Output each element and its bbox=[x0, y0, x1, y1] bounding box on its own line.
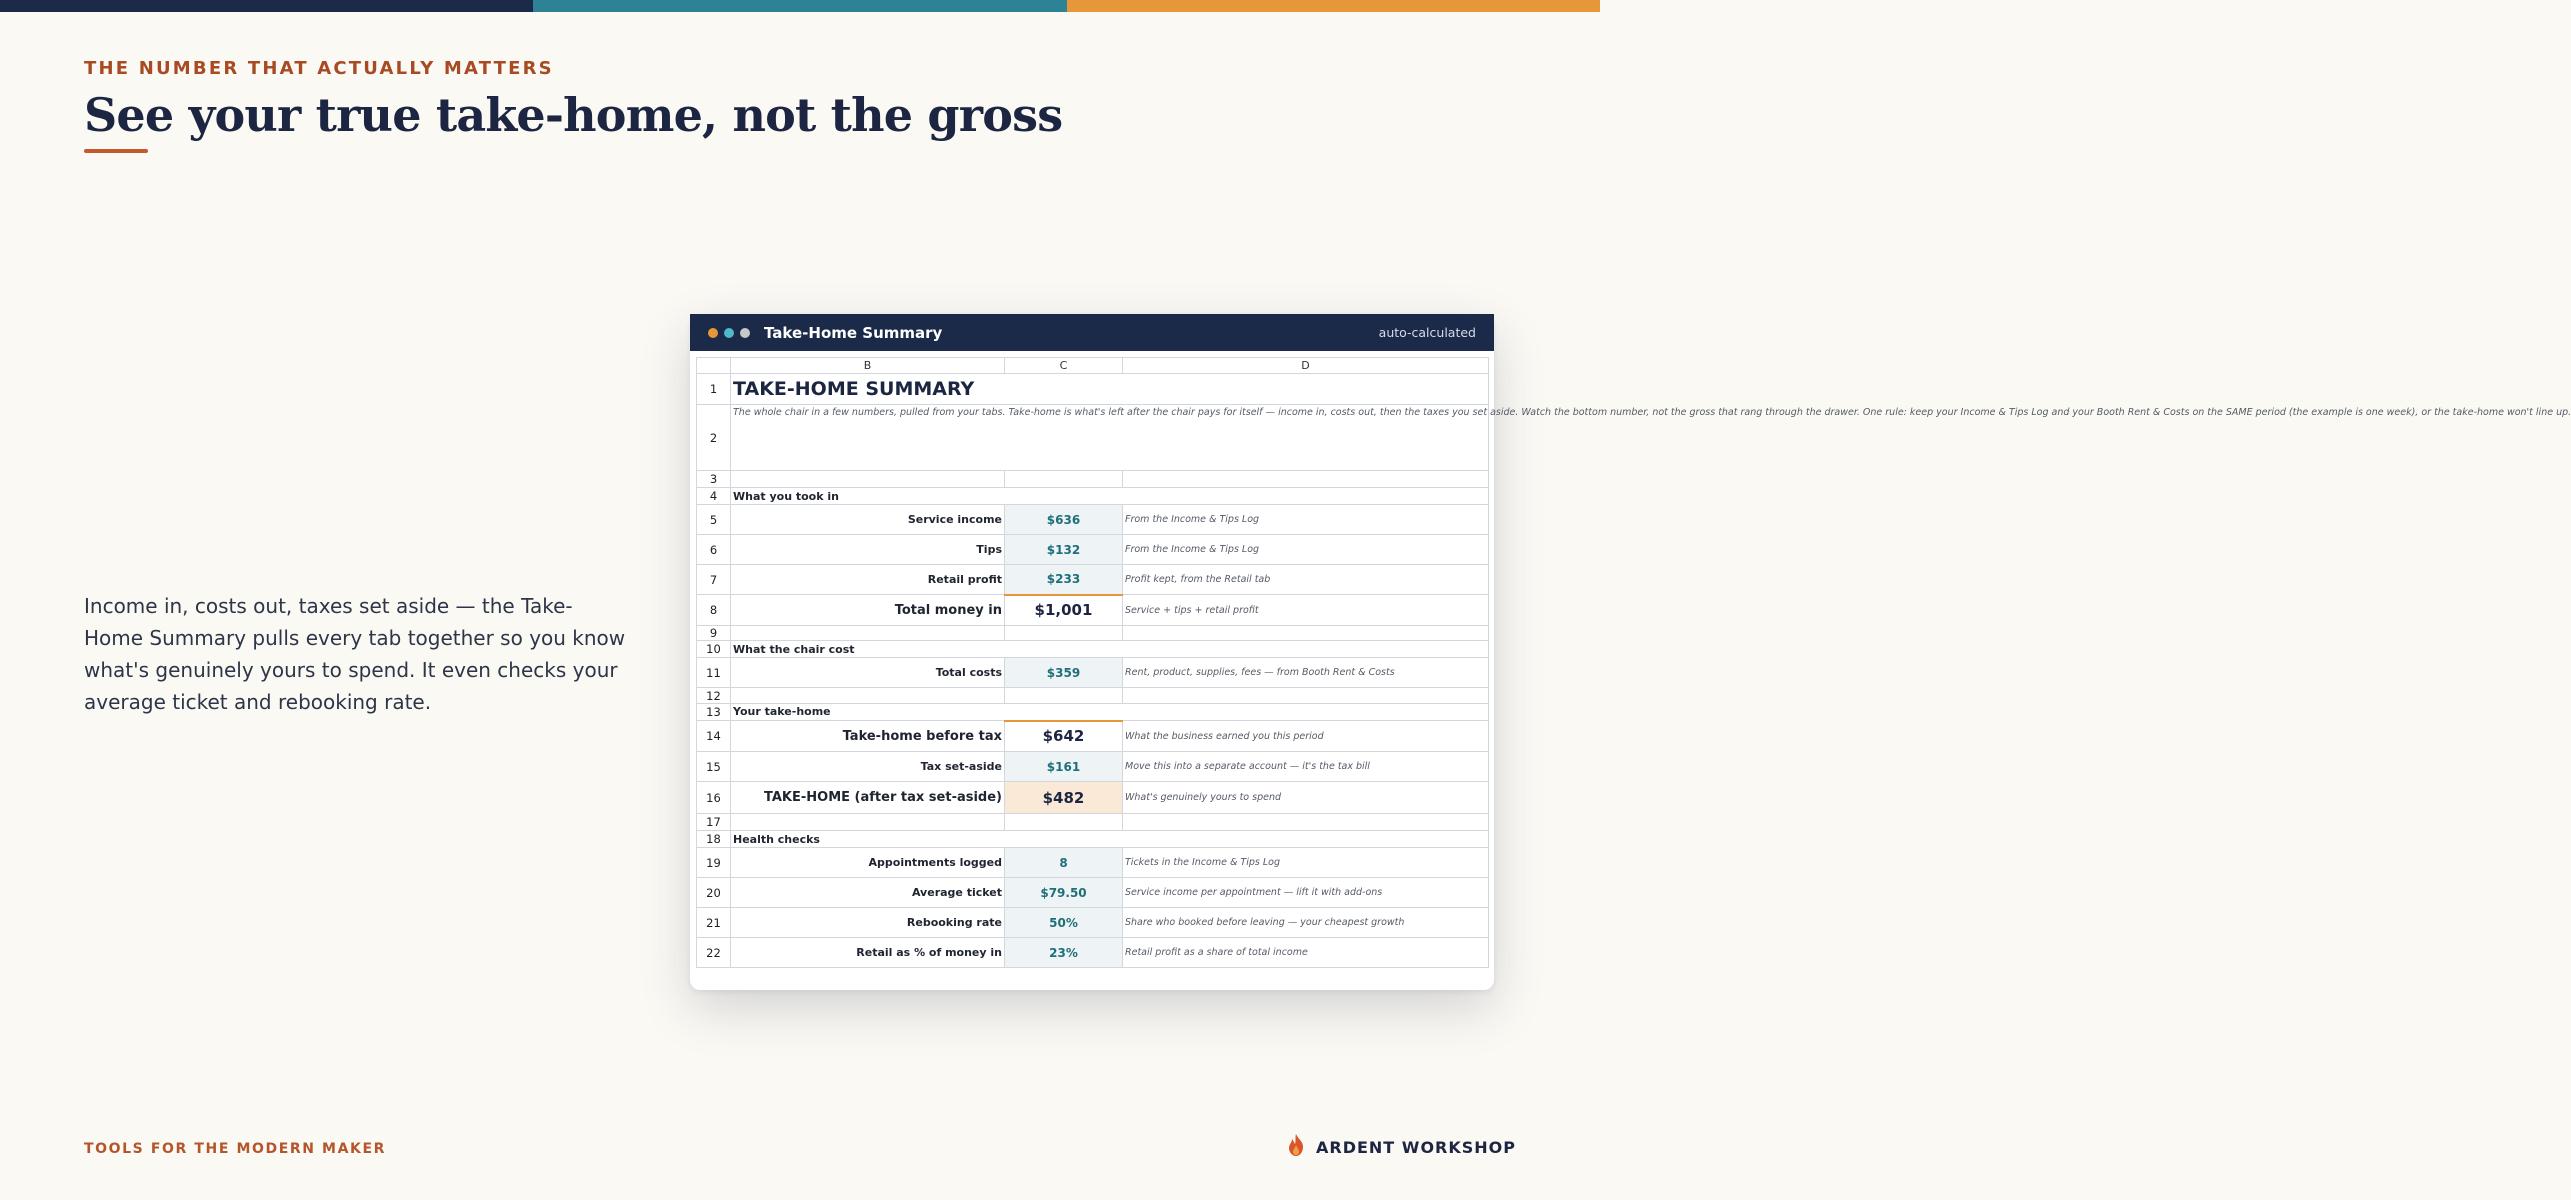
empty-cell[interactable] bbox=[1123, 471, 1489, 488]
value-cell[interactable]: $79.50 bbox=[1005, 878, 1123, 908]
empty-cell[interactable] bbox=[1005, 471, 1123, 488]
top-accent-bar bbox=[0, 0, 1600, 12]
label-cell[interactable]: Tips bbox=[731, 535, 1005, 565]
sheet-row bbox=[697, 721, 1489, 752]
column-header-row bbox=[697, 358, 1489, 374]
section-header-chair-cost[interactable]: What the chair cost bbox=[731, 641, 1489, 658]
sheet-row bbox=[697, 831, 1489, 848]
sheet-row bbox=[697, 374, 1489, 405]
empty-cell[interactable] bbox=[731, 688, 1005, 704]
label-cell[interactable]: Service income bbox=[731, 505, 1005, 535]
note-cell[interactable]: What the business earned you this period bbox=[1123, 721, 1489, 752]
column-header-d[interactable]: D bbox=[1123, 358, 1489, 374]
brand-name: ARDENT WORKSHOP bbox=[1316, 1137, 1516, 1157]
section-header-health[interactable]: Health checks bbox=[731, 831, 1489, 848]
sheet-row bbox=[697, 848, 1489, 878]
value-cell[interactable]: $132 bbox=[1005, 535, 1123, 565]
value-cell[interactable]: 23% bbox=[1005, 938, 1123, 968]
row-number[interactable]: 1 bbox=[697, 374, 731, 405]
empty-cell[interactable] bbox=[1005, 814, 1123, 831]
footer-tagline: TOOLS FOR THE MODERN MAKER bbox=[84, 1141, 387, 1157]
note-cell[interactable]: Share who booked before leaving — your cheapest growth bbox=[1123, 908, 1489, 938]
value-cell[interactable]: $1,001 bbox=[1005, 595, 1123, 626]
brand-lockup bbox=[1286, 1133, 1516, 1161]
sheet-row bbox=[697, 782, 1489, 814]
window-dot-orange-icon bbox=[708, 328, 718, 338]
value-cell[interactable]: $359 bbox=[1005, 658, 1123, 688]
sheet-row bbox=[697, 405, 1489, 471]
sheet-row bbox=[697, 878, 1489, 908]
take-home-value-cell[interactable]: $482 bbox=[1005, 782, 1123, 814]
sheet-row bbox=[697, 938, 1489, 968]
value-cell[interactable]: 8 bbox=[1005, 848, 1123, 878]
section-header-took-in[interactable]: What you took in bbox=[731, 488, 1489, 505]
column-header-b[interactable]: B bbox=[731, 358, 1005, 374]
row-number[interactable]: 2 bbox=[697, 405, 731, 471]
row-number[interactable]: 15 bbox=[697, 752, 731, 782]
label-cell[interactable]: Total costs bbox=[731, 658, 1005, 688]
empty-cell[interactable] bbox=[731, 471, 1005, 488]
eyebrow-label: THE NUMBER THAT ACTUALLY MATTERS bbox=[84, 58, 554, 79]
row-number[interactable]: 4 bbox=[697, 488, 731, 505]
row-number[interactable]: 7 bbox=[697, 565, 731, 595]
sheet-row bbox=[697, 505, 1489, 535]
empty-cell[interactable] bbox=[1123, 814, 1489, 831]
note-cell[interactable]: From the Income & Tips Log bbox=[1123, 505, 1489, 535]
section-header-take-home[interactable]: Your take-home bbox=[731, 704, 1489, 721]
note-cell[interactable]: Tickets in the Income & Tips Log bbox=[1123, 848, 1489, 878]
spreadsheet-window bbox=[690, 314, 2571, 990]
value-cell[interactable]: 50% bbox=[1005, 908, 1123, 938]
row-number[interactable]: 20 bbox=[697, 878, 731, 908]
row-number[interactable]: 12 bbox=[697, 688, 731, 704]
accent-segment-teal bbox=[533, 0, 1066, 12]
window-titlebar bbox=[690, 314, 1494, 351]
label-cell[interactable]: Take-home before tax bbox=[731, 721, 1005, 752]
value-cell[interactable]: $642 bbox=[1005, 721, 1123, 752]
empty-cell[interactable] bbox=[1123, 688, 1489, 704]
sheet-row bbox=[697, 565, 1489, 595]
empty-cell[interactable] bbox=[731, 814, 1005, 831]
sheet-description-cell[interactable]: The whole chair in a few numbers, pulled from your tabs. Take-home is what's left after the chair pays for itself — income in, costs out, then the taxes you set aside. Watch the bottom number, not the gross that rang through the drawer. One rule: keep your Income & Tips Log and your Booth Rent & Costs on the SAME period (the example is one week), or the take-home won't line up. bbox=[731, 405, 1489, 471]
sheet-row bbox=[697, 595, 1489, 626]
row-number[interactable]: 11 bbox=[697, 658, 731, 688]
sheet-row bbox=[697, 814, 1489, 831]
row-number[interactable]: 9 bbox=[697, 626, 731, 641]
row-number[interactable]: 5 bbox=[697, 505, 731, 535]
value-cell[interactable]: $161 bbox=[1005, 752, 1123, 782]
sheet-row bbox=[697, 488, 1489, 505]
note-cell[interactable]: Profit kept, from the Retail tab bbox=[1123, 565, 1489, 595]
value-cell[interactable]: $636 bbox=[1005, 505, 1123, 535]
note-cell[interactable]: Service + tips + retail profit bbox=[1123, 595, 1489, 626]
accent-segment-navy bbox=[0, 0, 533, 12]
flame-logo-icon bbox=[1286, 1133, 1306, 1161]
label-cell[interactable]: TAKE-HOME (after tax set-aside) bbox=[731, 782, 1005, 814]
row-number[interactable]: 3 bbox=[697, 471, 731, 488]
label-cell[interactable]: Total money in bbox=[731, 595, 1005, 626]
label-cell[interactable]: Retail profit bbox=[731, 565, 1005, 595]
sheet-row bbox=[697, 908, 1489, 938]
page-title: See your true take-home, not the gross bbox=[84, 88, 1063, 142]
row-number[interactable]: 6 bbox=[697, 535, 731, 565]
note-cell[interactable]: Move this into a separate account — it's the tax bill bbox=[1123, 752, 1489, 782]
note-cell[interactable]: From the Income & Tips Log bbox=[1123, 535, 1489, 565]
sheet-row bbox=[697, 535, 1489, 565]
label-cell[interactable]: Tax set-aside bbox=[731, 752, 1005, 782]
window-dot-grey-icon bbox=[740, 328, 750, 338]
empty-cell[interactable] bbox=[1005, 626, 1123, 641]
row-number[interactable]: 17 bbox=[697, 814, 731, 831]
row-number[interactable]: 16 bbox=[697, 782, 731, 814]
sheet-row bbox=[697, 471, 1489, 488]
sheet-row bbox=[697, 641, 1489, 658]
label-cell[interactable]: Rebooking rate bbox=[731, 908, 1005, 938]
note-cell[interactable]: Retail profit as a share of total income bbox=[1123, 938, 1489, 968]
corner-cell bbox=[697, 358, 731, 374]
headline-underline bbox=[84, 149, 148, 153]
sheet-row bbox=[697, 752, 1489, 782]
note-cell[interactable]: What's genuinely yours to spend bbox=[1123, 782, 1489, 814]
empty-cell[interactable] bbox=[1123, 626, 1489, 641]
row-number[interactable]: 8 bbox=[697, 595, 731, 626]
column-header-c[interactable]: C bbox=[1005, 358, 1123, 374]
row-number[interactable]: 22 bbox=[697, 938, 731, 968]
accent-segment-orange bbox=[1067, 0, 1600, 12]
spreadsheet-grid bbox=[696, 357, 2571, 968]
sheet-row bbox=[697, 688, 1489, 704]
sheet-row bbox=[697, 658, 1489, 688]
row-number[interactable]: 10 bbox=[697, 641, 731, 658]
sheet-row bbox=[697, 704, 1489, 721]
window-title: Take-Home Summary bbox=[764, 323, 943, 342]
sheet-title-cell[interactable]: TAKE-HOME SUMMARY bbox=[731, 374, 1489, 405]
label-cell[interactable]: Average ticket bbox=[731, 878, 1005, 908]
row-number[interactable]: 14 bbox=[697, 721, 731, 752]
note-cell[interactable]: Rent, product, supplies, fees — from Booth Rent & Costs bbox=[1123, 658, 1489, 688]
note-cell[interactable]: Service income per appointment — lift it with add-ons bbox=[1123, 878, 1489, 908]
window-dot-teal-icon bbox=[724, 328, 734, 338]
empty-cell[interactable] bbox=[1005, 688, 1123, 704]
label-cell[interactable]: Appointments logged bbox=[731, 848, 1005, 878]
empty-cell[interactable] bbox=[731, 626, 1005, 641]
row-number[interactable]: 18 bbox=[697, 831, 731, 848]
value-cell[interactable]: $233 bbox=[1005, 565, 1123, 595]
row-number[interactable]: 13 bbox=[697, 704, 731, 721]
window-status: auto-calculated bbox=[1378, 325, 1476, 340]
sheet-row bbox=[697, 626, 1489, 641]
label-cell[interactable]: Retail as % of money in bbox=[731, 938, 1005, 968]
body-copy: Income in, costs out, taxes set aside — the Take-Home Summary pulls every tab together so you know what's genuinely yours to spend. It even checks your average ticket and rebooking rate. bbox=[84, 594, 626, 714]
row-number[interactable]: 21 bbox=[697, 908, 731, 938]
row-number[interactable]: 19 bbox=[697, 848, 731, 878]
